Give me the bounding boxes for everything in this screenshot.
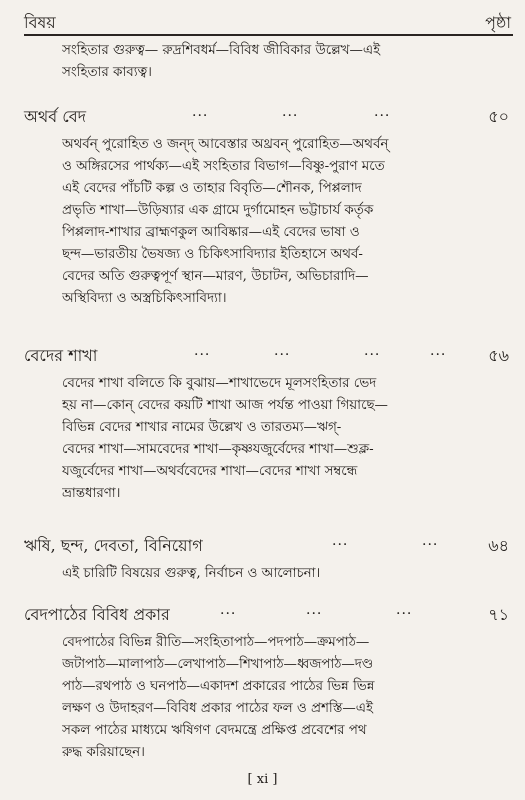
description-line: পাঠ—রথপাঠ ও ঘনপাঠ—একাদশ প্রকারের পাঠের ভিন্ন ভিন্ন [62, 679, 375, 694]
description-line: ছন্দ—ভারতীয় ভৈষজ্য ও চিকিৎসাবিদ্যার ইতিহাসে অথর্ব- [62, 247, 363, 262]
description-line: বেদের শাখা—সামবেদের শাখা—কৃষ্ণযজুর্বেদের শাখা—শুক্ল- [62, 442, 374, 457]
toc-entry-atharva-veda [24, 104, 513, 310]
description-line: লক্ষণ ও উদাহরণ—বিবিধ প্রকার পাঠের ফল ও প্রশস্তি—এই [62, 701, 373, 716]
leader-dots: ... [274, 343, 291, 359]
description-line: বেদপাঠের বিভিন্ন রীতি—সংহিতাপাঠ—পদপাঠ—ক্রমপাঠ— [62, 635, 370, 650]
description-line: ও অঙ্গিরসের পার্থক্য—এই সংহিতার বিভাগ—বিষ্ণু-পুরাণ মতে [62, 159, 385, 174]
description-line: পিপ্পলাদ-শাখার ব্রাহ্মণকুল আবিষ্কার—এই বেদের ভাষা ও [62, 225, 360, 240]
leader-dots: ... [396, 602, 413, 618]
running-header [24, 6, 513, 36]
leader-dots: ... [306, 602, 323, 618]
entry-page-number: ৫০ [488, 107, 509, 126]
entry-title: বেদপাঠের বিবিধ প্রকার [24, 605, 170, 624]
toc-entry-rishi-chhanda [24, 533, 513, 585]
leader-dots: ... [192, 104, 209, 120]
description-line: বিভিন্ন বেদের শাখার নামের উল্লেখ ও তারতম্য—ঋগ্- [62, 420, 342, 435]
entry-description [62, 632, 499, 764]
description-line: জটাপাঠ—মালাপাঠ—লেখাপাঠ—শিখাপাঠ—ধ্বজপাঠ—দণ্ড [62, 657, 374, 672]
entry-title: অথর্ব বেদ [24, 107, 87, 126]
page-heading: পৃষ্ঠা [485, 13, 511, 32]
description-line: সকল পাঠের মাধ্যমে ঋষিগণ বেদমন্ত্রে প্রক্ষিপ্ত প্রবেশের পথ [62, 723, 367, 738]
description-line: বেদের অতি গুরুত্বপূর্ণ স্থান—মারণ, উচাটন, অভিচারাদি— [62, 269, 369, 284]
entry-page-number: ৬৪ [488, 536, 509, 555]
entry-page-number: ৫৬ [488, 346, 509, 365]
leader-dots: ... [364, 343, 381, 359]
subject-heading: বিষয় [24, 13, 56, 32]
description-line: ভ্রান্তধারণা। [62, 486, 121, 501]
toc-entry-continued [24, 40, 513, 84]
leader-dots: ... [422, 533, 439, 549]
description-line: প্রভৃতি শাখা—উড়িষ্যার এক গ্রামে দুর্গামোহন ভট্টাচার্য কর্তৃক [62, 203, 374, 218]
description-line: সংহিতার কাব্যত্ব। [62, 65, 152, 80]
entry-page-number: ৭১ [488, 605, 509, 624]
entry-description [62, 373, 499, 505]
description-line: অথর্বন্ পুরোহিত ও জন্দ্ আবেস্তার অথ্রবন্ পুরোহিত—অথর্বন্ [62, 137, 389, 152]
entry-title: বেদের শাখা [24, 346, 98, 365]
toc-entry-veda-branches [24, 343, 513, 505]
entry-description [62, 563, 499, 585]
entry-description [62, 40, 499, 84]
description-line: এই বেদের পাঁচটি কল্প ও তাহার বিবৃতি—শৌনক, পিপ্পলাদ [62, 181, 362, 196]
description-line: রুদ্ধ করিয়াছেন। [62, 745, 145, 760]
leader-dots: ... [374, 104, 391, 120]
toc-entry-veda-recitation [24, 602, 513, 764]
leader-dots: ... [282, 104, 299, 120]
description-line: যজুর্বেদের শাখা—অথর্ববেদের শাখা—বেদের শাখা সম্বন্ধে [62, 464, 358, 479]
leader-dots: ... [194, 343, 211, 359]
leader-dots: ... [430, 343, 447, 359]
leader-dots: ... [332, 533, 349, 549]
description-line: অস্থিবিদ্যা ও অস্ত্রচিকিৎসাবিদ্যা। [62, 291, 227, 306]
leader-dots: ... [220, 602, 237, 618]
page-footer: [ xi ] [247, 772, 278, 787]
description-line: সংহিতার গুরুত্ব— রুদ্রশিবধর্ম—বিবিধ জীবিকার উল্লেখ—এই [62, 43, 381, 58]
description-line: বেদের শাখা বলিতে কি বুঝায়—শাখাভেদে মূলসংহিতার ভেদ [62, 376, 377, 391]
entry-description [62, 134, 499, 310]
entry-title: ঋষি, ছন্দ, দেবতা, বিনিয়োগ [24, 536, 203, 555]
description-line: এই চারিটি বিষয়ের গুরুত্ব, নির্বাচন ও আলোচনা। [62, 566, 321, 581]
description-line: হয় না—কোন্ বেদের কয়টি শাখা আজ পর্যন্ত পাওয়া গিয়াছে— [62, 398, 388, 413]
